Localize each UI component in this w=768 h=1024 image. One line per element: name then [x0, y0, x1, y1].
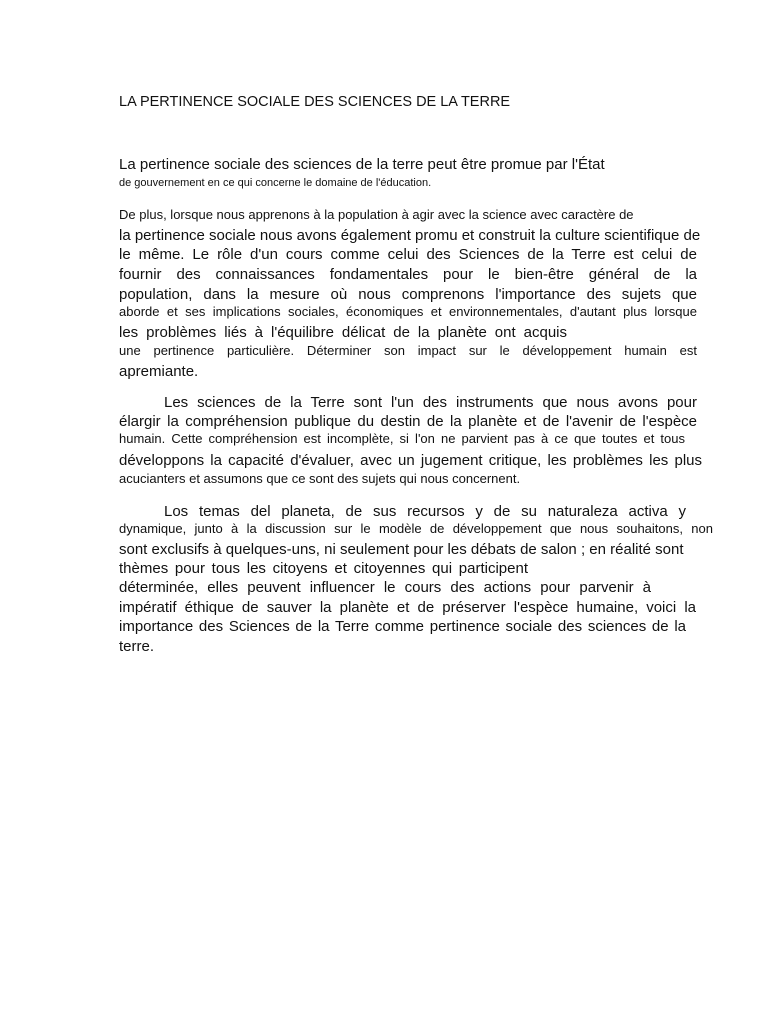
text-line-6: fournir des connaissances fondamentales pour le bien-être général de la	[119, 266, 697, 283]
text-line-9: les problèmes liés à l'équilibre délicat de la planète ont acquis	[119, 324, 567, 341]
text-line-19: sont exclusifs à quelques-uns, ni seulement pour les débats de salon ; en réalité sont	[119, 541, 684, 558]
text-line-12: Les sciences de la Terre sont l'un des instruments que nous avons pour	[164, 394, 697, 411]
text-line-1: La pertinence sociale des sciences de la terre peut être promue par l'État	[119, 156, 605, 173]
text-line-23: importance des Sciences de la Terre comme pertinence sociale des sciences de la	[119, 618, 686, 635]
text-line-15: développons la capacité d'évaluer, avec un jugement critique, les problèmes les plus	[119, 452, 702, 469]
text-line-24: terre.	[119, 638, 155, 655]
text-line-7: population, dans la mesure où nous comprenons l'importance des sujets que	[119, 286, 697, 303]
text-line-18: dynamique, junto à la discussion sur le modèle de développement que nous souhaitons, non	[119, 521, 713, 536]
document-title: LA PERTINENCE SOCIALE DES SCIENCES DE LA TERRE	[119, 94, 511, 110]
text-line-22: impératif éthique de sauver la planète et de préserver l'espèce humaine, voici la	[119, 599, 696, 616]
text-line-3: De plus, lorsque nous apprenons à la population à agir avec la science avec caractère de	[119, 207, 634, 222]
text-line-11: apremiante.	[119, 363, 199, 380]
text-line-20: thèmes pour tous les citoyens et citoyennes qui participent	[119, 560, 528, 577]
text-line-17: Los temas del planeta, de sus recursos y de su naturaleza activa y	[164, 503, 686, 520]
text-line-2: de gouvernement en ce qui concerne le domaine de l'éducation.	[119, 177, 432, 189]
text-line-10: une pertinence particulière. Déterminer son impact sur le développement humain est	[119, 343, 697, 358]
text-line-8: aborde et ses implications sociales, économiques et environnementales, d'autant plus lorsque	[119, 304, 697, 319]
text-line-4: la pertinence sociale nous avons également promu et construit la culture scientifique de	[119, 227, 701, 244]
text-line-5: le même. Le rôle d'un cours comme celui des Sciences de la Terre est celui de	[119, 246, 697, 263]
text-line-13: élargir la compréhension publique du destin de la planète et de l'avenir de l'espèce	[119, 413, 697, 430]
text-line-16: acucianters et assumons que ce sont des sujets qui nous concernent.	[119, 471, 521, 486]
text-line-14: humain. Cette compréhension est incomplète, si l'on ne parvient pas à ce que toutes et tous	[119, 431, 685, 446]
text-line-21: déterminée, elles peuvent influencer le cours des actions pour parvenir à	[119, 579, 651, 596]
